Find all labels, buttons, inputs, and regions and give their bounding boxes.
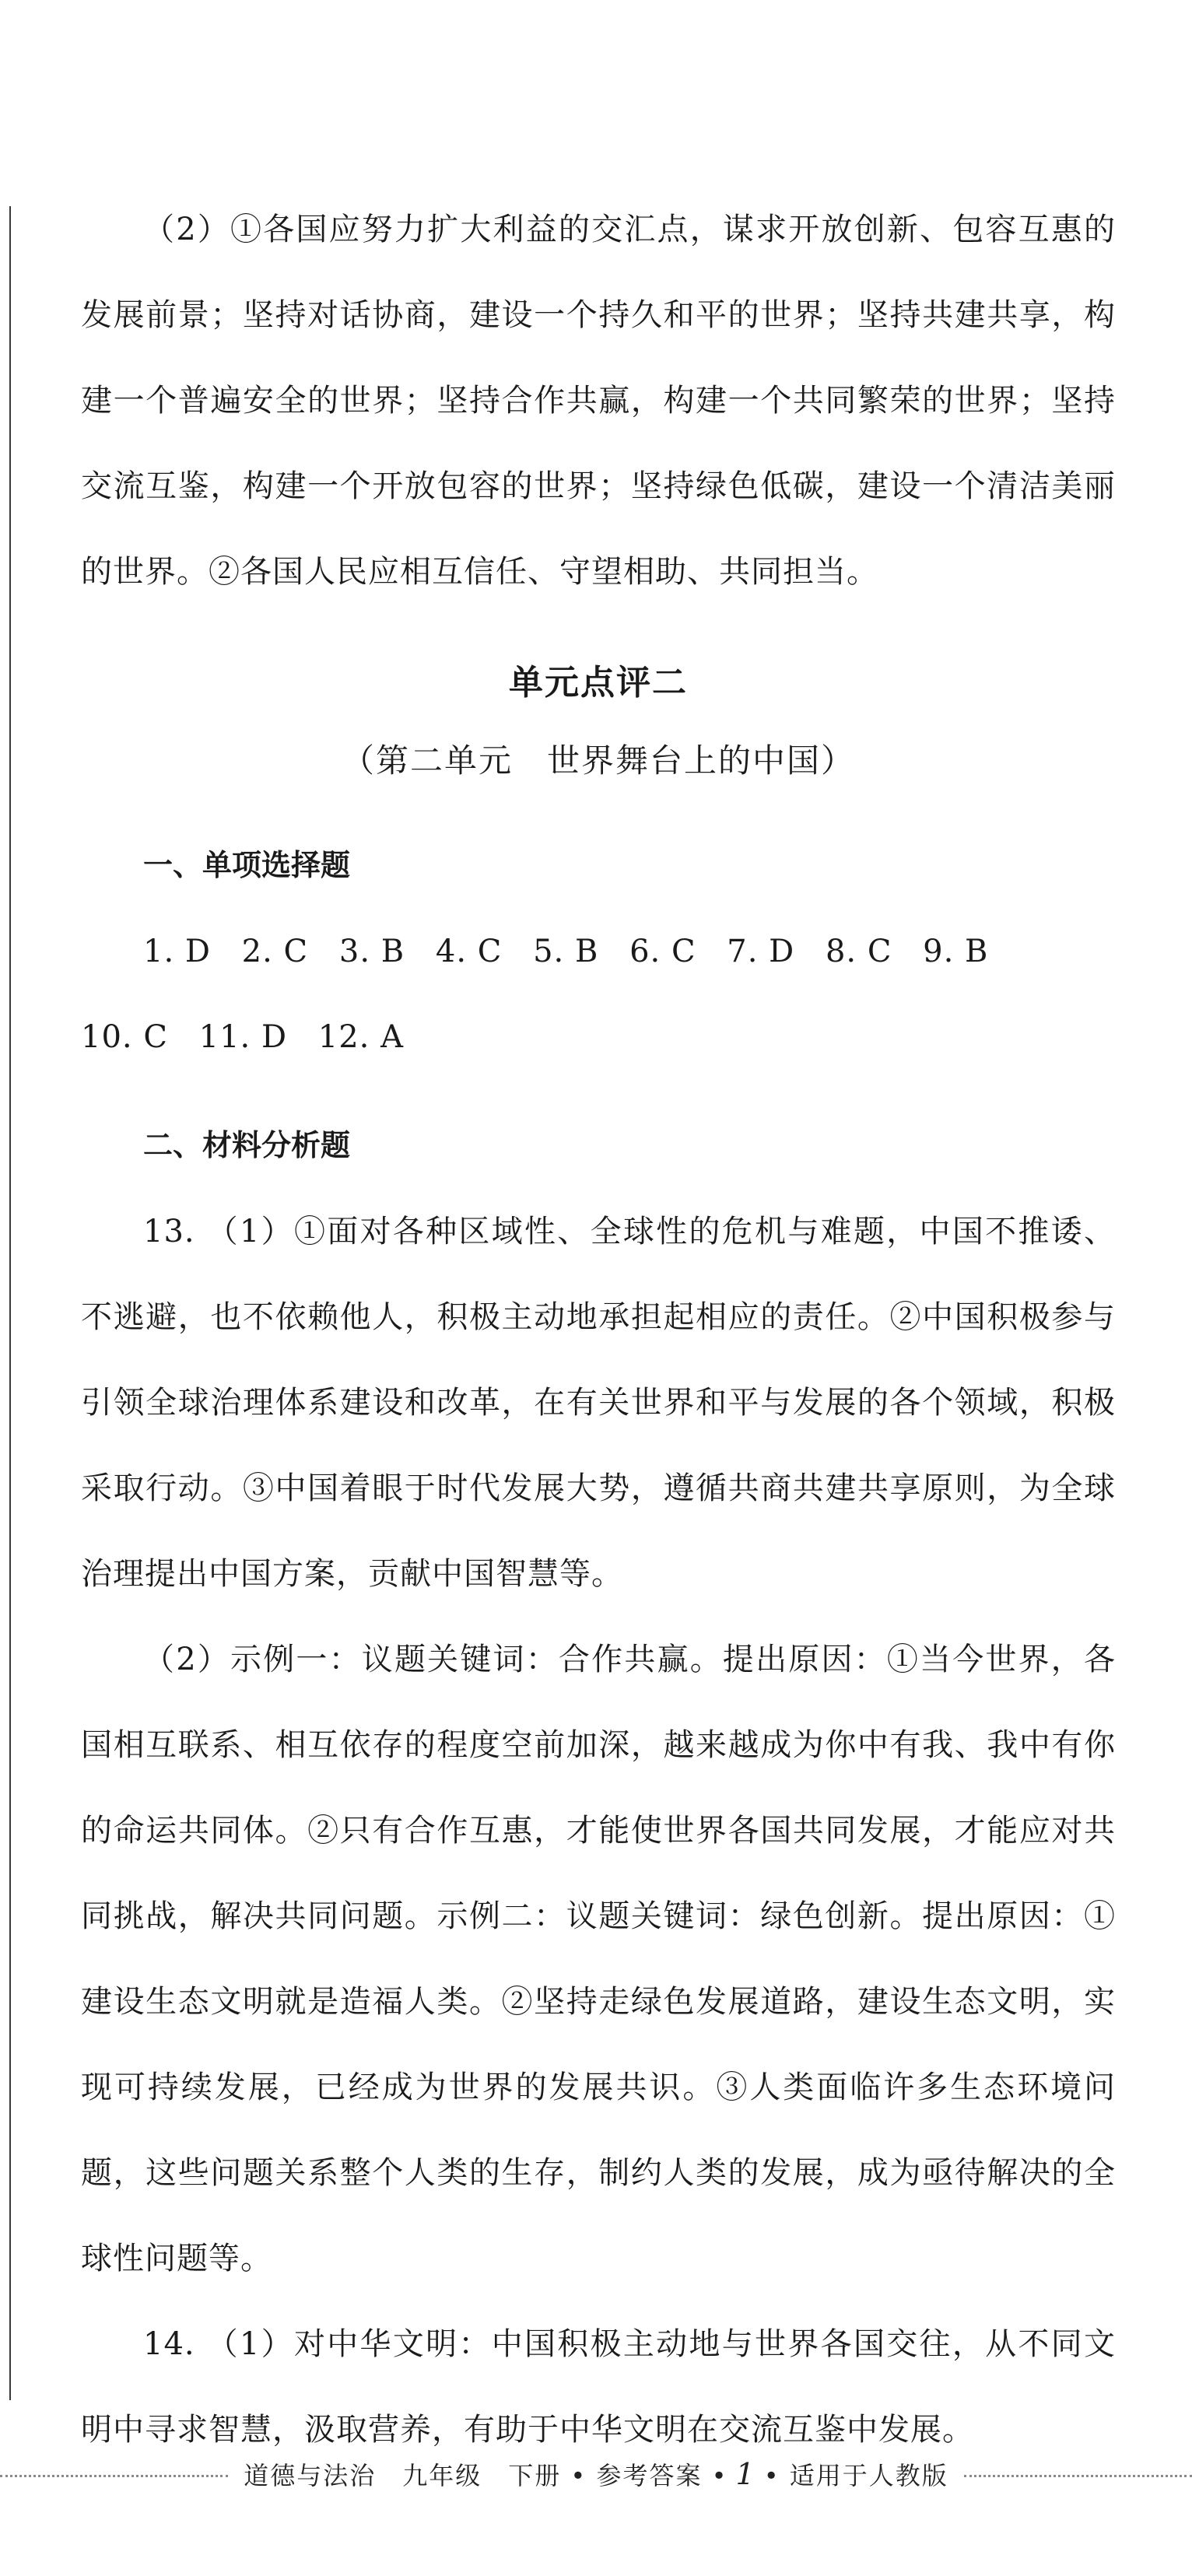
page-footer bbox=[0, 2451, 1192, 2497]
footer-edition: • 适用于人教版 bbox=[763, 2461, 948, 2490]
paragraph-q14-part1: 14. （1）对中华文明：中国积极主动地与世界各国交往，从不同文明中寻求智慧，汲取营养，有助于中华文明在交流互鉴中发展。 bbox=[81, 2326, 1116, 2448]
unit-title: 单元点评二 bbox=[509, 663, 688, 703]
answer-item: 8. C bbox=[825, 934, 892, 969]
answers-line-2 bbox=[81, 994, 1116, 1080]
section-heading-material-analysis: 二、材料分析题 bbox=[143, 1128, 351, 1162]
left-margin-rule bbox=[9, 206, 11, 2400]
answer-item: 7. D bbox=[727, 934, 795, 969]
answer-item: 12. A bbox=[317, 1019, 404, 1055]
answer-item: 1. D bbox=[143, 934, 211, 969]
footer-dotted-rule-right bbox=[964, 2475, 1192, 2477]
answers-line-1 bbox=[81, 909, 1116, 994]
answer-item: 9. B bbox=[923, 934, 989, 969]
answer-item: 4. C bbox=[435, 934, 503, 969]
footer-dotted-rule-left bbox=[0, 2475, 228, 2477]
footer-book-info: 道德与法治 九年级 下册 • 参考答案 • bbox=[244, 2461, 728, 2490]
paragraph-q-2-answer: （2）①各国应努力扩大利益的交汇点，谋求开放创新、包容互惠的发展前景；坚持对话协商，建设一个持久和平的世界；坚持共建共享，构建一个普遍安全的世界；坚持合作共赢，构建一个共同繁荣的世界；坚持交流互鉴，构建一个开放包容的世界；坚持绿色低碳，建设一个清洁美丽的世界。②各国人民应相互信任、守望相助、共同担当。 bbox=[81, 212, 1116, 590]
answer-item: 11. D bbox=[198, 1019, 288, 1055]
answer-item: 6. C bbox=[629, 934, 696, 969]
footer-page-number: 1 bbox=[735, 2457, 756, 2491]
answer-item: 5. B bbox=[533, 934, 599, 969]
unit-subtitle: （第二单元 世界舞台上的中国） bbox=[341, 741, 855, 780]
paragraph-q13-part1: 13. （1）①面对各种区域性、全球性的危机与难题，中国不推诿、不逃避，也不依赖他人，积极主动地承担起相应的责任。②中国积极参与引领全球治理体系建设和改革，在有关世界和平与发展的各个领域，积极采取行动。③中国着眼于时代发展大势，遵循共商共建共享原则，为全球治理提出中国方案，贡献中国智慧等。 bbox=[81, 1214, 1116, 1592]
section-heading-multiple-choice: 一、单项选择题 bbox=[143, 848, 351, 882]
answer-item: 2. C bbox=[241, 934, 309, 969]
answer-item: 10. C bbox=[81, 1019, 168, 1055]
answer-item: 3. B bbox=[338, 934, 405, 969]
page-content bbox=[81, 187, 1116, 2473]
paragraph-q13-part2: （2）示例一：议题关键词：合作共赢。提出原因：①当今世界，各国相互联系、相互依存的程度空前加深，越来越成为你中有我、我中有你的命运共同体。②只有合作互惠，才能使世界各国共同发展，才能应对共同挑战，解决共同问题。示例二：议题关键词：绿色创新。提出原因：①建设生态文明就是造福人类。②坚持走绿色发展道路，建设生态文明，实现可持续发展，已经成为世界的发展共识。③人类面临许多生态环境问题，这些问题关系整个人类的生存，制约人类的发展，成为亟待解决的全球性问题等。 bbox=[81, 1642, 1116, 2276]
